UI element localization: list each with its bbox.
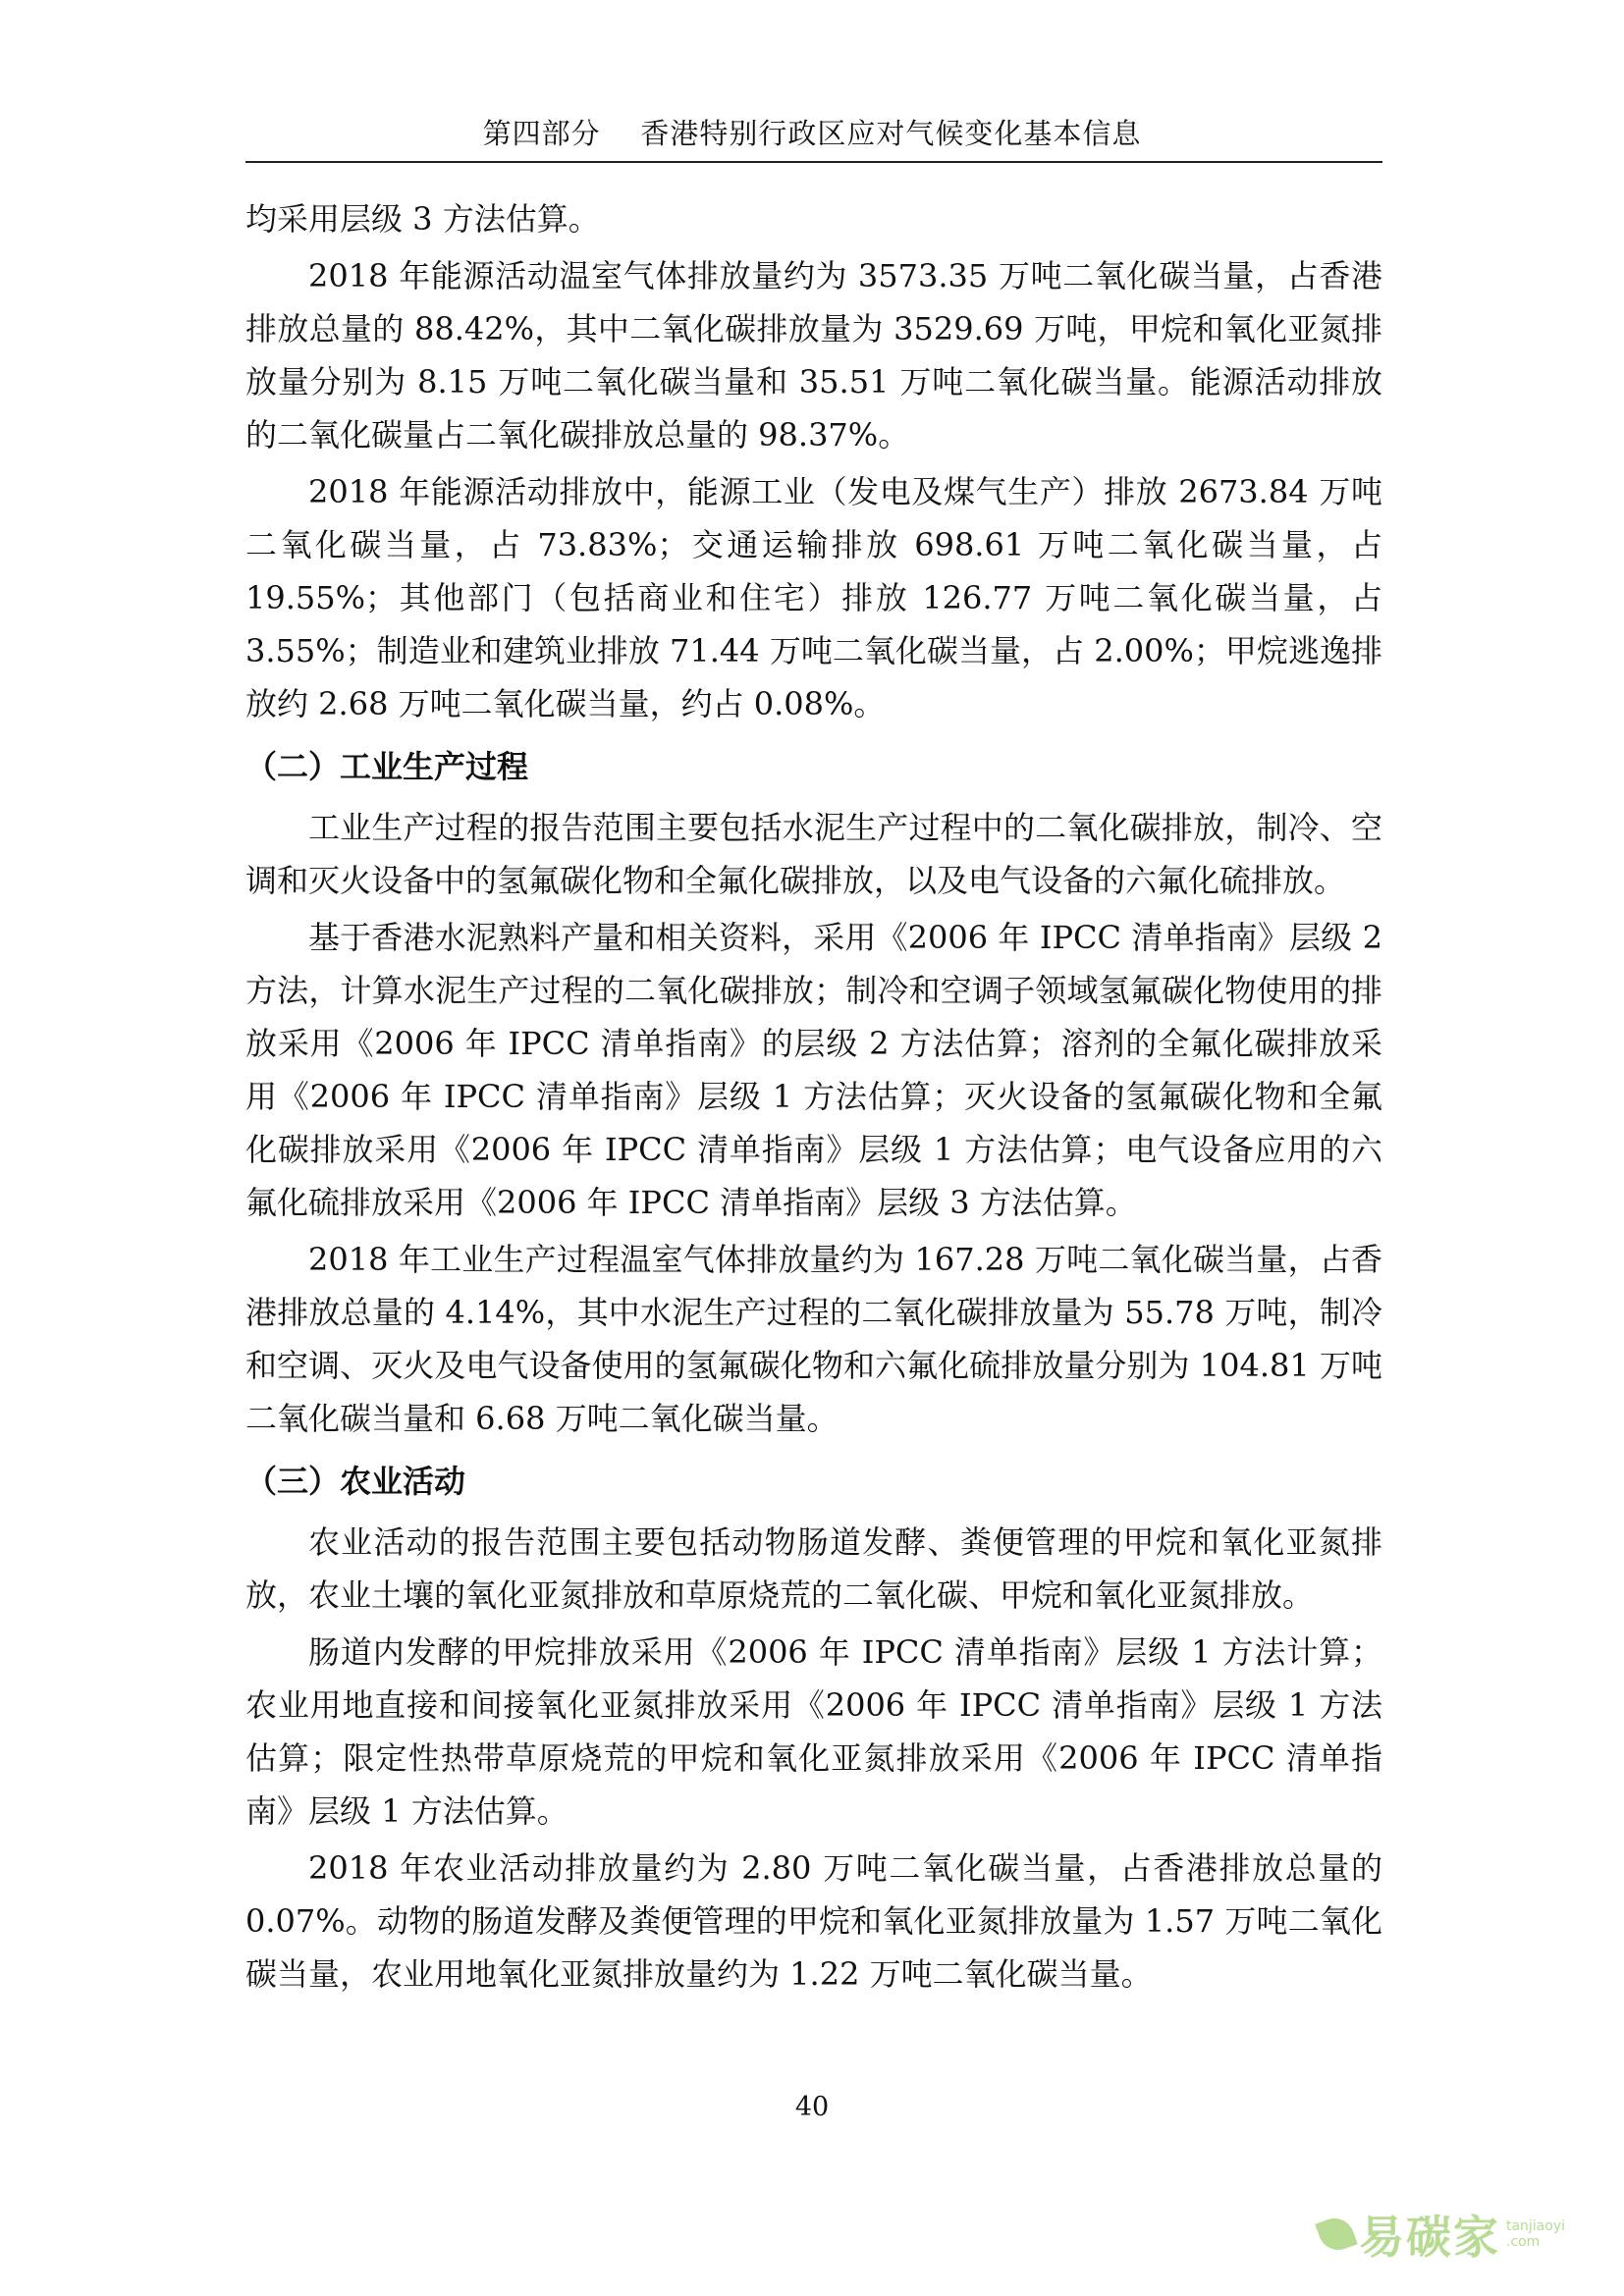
running-header: 第四部分 香港特别行政区应对气候变化基本信息 — [482, 117, 1142, 150]
paragraph-energy-total: 2018 年能源活动温室气体排放量约为 3573.35 万吨二氧化碳当量，占香港排放总量的 88.42%，其中二氧化碳排放量为 3529.69 万吨，甲烷和氧化亚氮排放量分别为 8.15 万吨二氧化碳当量和 35.51 万吨二氧化碳当量。能源活动排放的二氧化碳量占二氧化碳排放总量的 98.37%。 — [245, 257, 1382, 454]
header-rule — [245, 161, 1382, 163]
watermark-domain-top: tanjiaoyi — [1505, 2218, 1565, 2234]
paragraph-energy-breakdown: 2018 年能源活动排放中，能源工业（发电及煤气生产）排放 2673.84 万吨二氧化碳当量，占 73.83%；交通运输排放 698.61 万吨二氧化碳当量，占 19.55%；其他部门（包括商业和住宅）排放 126.77 万吨二氧化碳当量，占 3.55%；制造业和建筑业排放 71.44 万吨二氧化碳当量，占 2.00%；甲烷逃逸排放约 2.68 万吨二氧化碳当量，约占 0.08%。 — [245, 473, 1382, 722]
watermark-domain — [1506, 2218, 1565, 2250]
paragraph-industrial-methods: 基于香港水泥熟料产量和相关资料，采用《2006 年 IPCC 清单指南》层级 2 方法，计算水泥生产过程的二氧化碳排放；制冷和空调子领域氢氟碳化物使用的排放采用《2006 年 IPCC 清单指南》的层级 2 方法估算；溶剂的全氟化碳排放采用《2006 年 IPCC 清单指南》层级 1 方法估算；灭火设备的氢氟碳化物和全氟化碳排放采用《2006 年 IPCC 清单指南》层级 1 方法估算；电气设备应用的六氟化硫排放采用《2006 年 IPCC 清单指南》层级 3 方法估算。 — [245, 919, 1382, 1221]
paragraph-industrial-scope: 工业生产过程的报告范围主要包括水泥生产过程中的二氧化碳排放，制冷、空调和灭火设备中的氢氟碳化物和全氟化碳排放，以及电气设备的六氟化硫排放。 — [245, 809, 1382, 899]
leaf-icon — [1315, 2213, 1358, 2256]
section-heading-industrial: （二）工业生产过程 — [245, 748, 529, 785]
watermark-text: 易碳家 — [1358, 2211, 1500, 2264]
page-number: 40 — [794, 2092, 830, 2122]
watermark-logo — [1320, 2200, 1565, 2269]
paragraph-continuation: 均采用层级 3 方法估算。 — [245, 200, 600, 238]
body-text — [245, 192, 1382, 2004]
paragraph-agriculture-methods: 肠道内发酵的甲烷排放采用《2006 年 IPCC 清单指南》层级 1 方法计算；农业用地直接和间接氧化亚氮排放采用《2006 年 IPCC 清单指南》层级 1 方法估算；限定性热带草原烧荒的甲烷和氧化亚氮排放采用《2006 年 IPCC 清单指南》层级 1 方法估算。 — [245, 1633, 1382, 1830]
paragraph-agriculture-scope: 农业活动的报告范围主要包括动物肠道发酵、粪便管理的甲烷和氧化亚氮排放，农业土壤的氧化亚氮排放和草原烧荒的二氧化碳、甲烷和氧化亚氮排放。 — [245, 1523, 1382, 1614]
paragraph-agriculture-emissions: 2018 年农业活动排放量约为 2.80 万吨二氧化碳当量，占香港排放总量的 0.07%。动物的肠道发酵及粪便管理的甲烷和氧化亚氮排放量为 1.57 万吨二氧化碳当量，农业用地氧化亚氮排放量约为 1.22 万吨二氧化碳当量。 — [245, 1849, 1382, 1993]
paragraph-industrial-emissions: 2018 年工业生产过程温室气体排放量约为 167.28 万吨二氧化碳当量，占香港排放总量的 4.14%，其中水泥生产过程的二氧化碳排放量为 55.78 万吨，制冷和空调、灭火及电气设备使用的氢氟碳化物和六氟化硫排放量分别为 104.81 万吨二氧化碳当量和 6.68 万吨二氧化碳当量。 — [245, 1241, 1382, 1437]
section-heading-agriculture: （三）农业活动 — [245, 1463, 466, 1500]
watermark-domain-bottom: .com — [1505, 2234, 1541, 2250]
